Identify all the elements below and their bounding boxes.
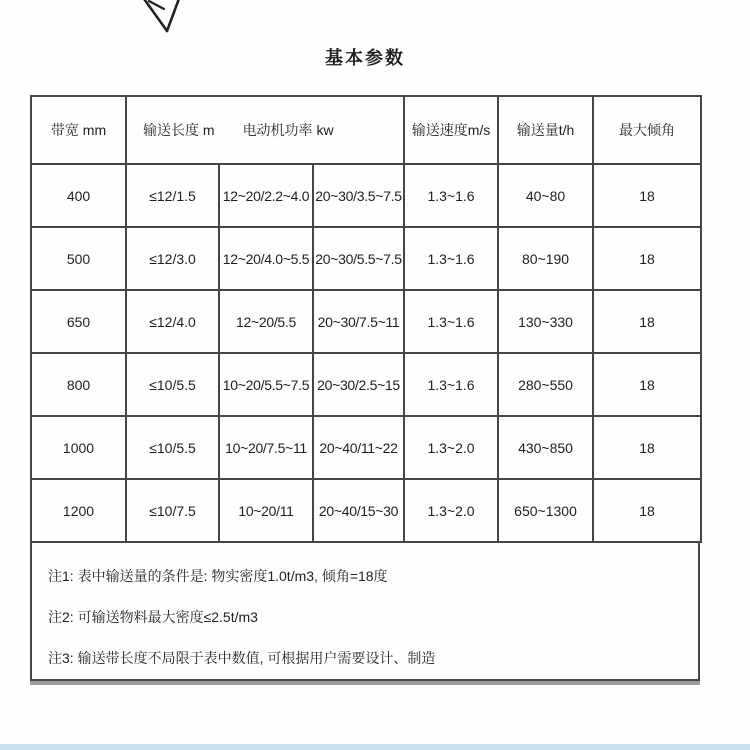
arrow-doodle-icon	[128, 0, 188, 40]
header-conveying-length: 输送长度 m	[143, 122, 215, 138]
header-max-angle: 最大倾角	[593, 96, 701, 164]
cell-length-power-3: 20~30/3.5~7.5	[313, 164, 404, 227]
header-motor-power: 电动机功率 kw	[242, 122, 334, 138]
table-row	[31, 227, 701, 290]
notes-box	[30, 543, 700, 681]
cell-capacity: 130~330	[498, 290, 593, 353]
cell-length-power-3: 20~30/5.5~7.5	[313, 227, 404, 290]
cell-capacity: 80~190	[498, 227, 593, 290]
cell-max-angle: 18	[593, 479, 701, 542]
cell-speed: 1.3~2.0	[404, 416, 498, 479]
cell-band-width: 800	[31, 353, 126, 416]
table-row	[31, 479, 701, 542]
header-row	[31, 96, 701, 164]
table-row	[31, 164, 701, 227]
cell-length-power-2: 10~20/5.5~7.5	[219, 353, 313, 416]
cell-band-width: 400	[31, 164, 126, 227]
note-line-1: 注1: 表中输送量的条件是: 物实密度1.0t/m3, 倾角=18度	[48, 568, 388, 584]
cell-length-power-1: ≤10/7.5	[126, 479, 219, 542]
header-capacity: 输送量t/h	[498, 96, 593, 164]
cell-length-power-1: ≤10/5.5	[126, 353, 219, 416]
cell-band-width: 1000	[31, 416, 126, 479]
cell-length-power-2: 10~20/7.5~11	[219, 416, 313, 479]
cell-speed: 1.3~1.6	[404, 227, 498, 290]
header-length-power	[126, 96, 404, 164]
table-row	[31, 416, 701, 479]
cell-max-angle: 18	[593, 164, 701, 227]
cell-length-power-3: 20~30/2.5~15	[313, 353, 404, 416]
header-band-width: 带宽 mm	[31, 96, 126, 164]
cell-max-angle: 18	[593, 416, 701, 479]
cell-length-power-2: 12~20/4.0~5.5	[219, 227, 313, 290]
cell-max-angle: 18	[593, 353, 701, 416]
cell-band-width: 650	[31, 290, 126, 353]
cell-capacity: 430~850	[498, 416, 593, 479]
cell-length-power-1: ≤10/5.5	[126, 416, 219, 479]
cell-capacity: 280~550	[498, 353, 593, 416]
cell-length-power-2: 12~20/5.5	[219, 290, 313, 353]
cell-speed: 1.3~1.6	[404, 353, 498, 416]
cell-length-power-1: ≤12/3.0	[126, 227, 219, 290]
parameters-table	[30, 95, 702, 543]
cell-length-power-1: ≤12/1.5	[126, 164, 219, 227]
cell-capacity: 650~1300	[498, 479, 593, 542]
note-line-2: 注2: 可输送物料最大密度≤2.5t/m3	[48, 609, 258, 625]
cell-max-angle: 18	[593, 227, 701, 290]
cell-length-power-3: 20~40/15~30	[313, 479, 404, 542]
bottom-accent-bar	[0, 744, 750, 750]
cell-speed: 1.3~1.6	[404, 164, 498, 227]
table-row	[31, 353, 701, 416]
cell-speed: 1.3~2.0	[404, 479, 498, 542]
cell-band-width: 1200	[31, 479, 126, 542]
cell-length-power-2: 12~20/2.2~4.0	[219, 164, 313, 227]
header-speed: 输送速度m/s	[404, 96, 498, 164]
cell-speed: 1.3~1.6	[404, 290, 498, 353]
cell-length-power-3: 20~30/7.5~11	[313, 290, 404, 353]
cell-length-power-1: ≤12/4.0	[126, 290, 219, 353]
cell-length-power-3: 20~40/11~22	[313, 416, 404, 479]
note-line-3: 注3: 输送带长度不局限于表中数值, 可根据用户需要设计、制造	[48, 650, 436, 666]
cell-length-power-2: 10~20/11	[219, 479, 313, 542]
cell-band-width: 500	[31, 227, 126, 290]
cell-capacity: 40~80	[498, 164, 593, 227]
cell-max-angle: 18	[593, 290, 701, 353]
page-title: 基本参数	[325, 48, 405, 68]
table-row	[31, 290, 701, 353]
